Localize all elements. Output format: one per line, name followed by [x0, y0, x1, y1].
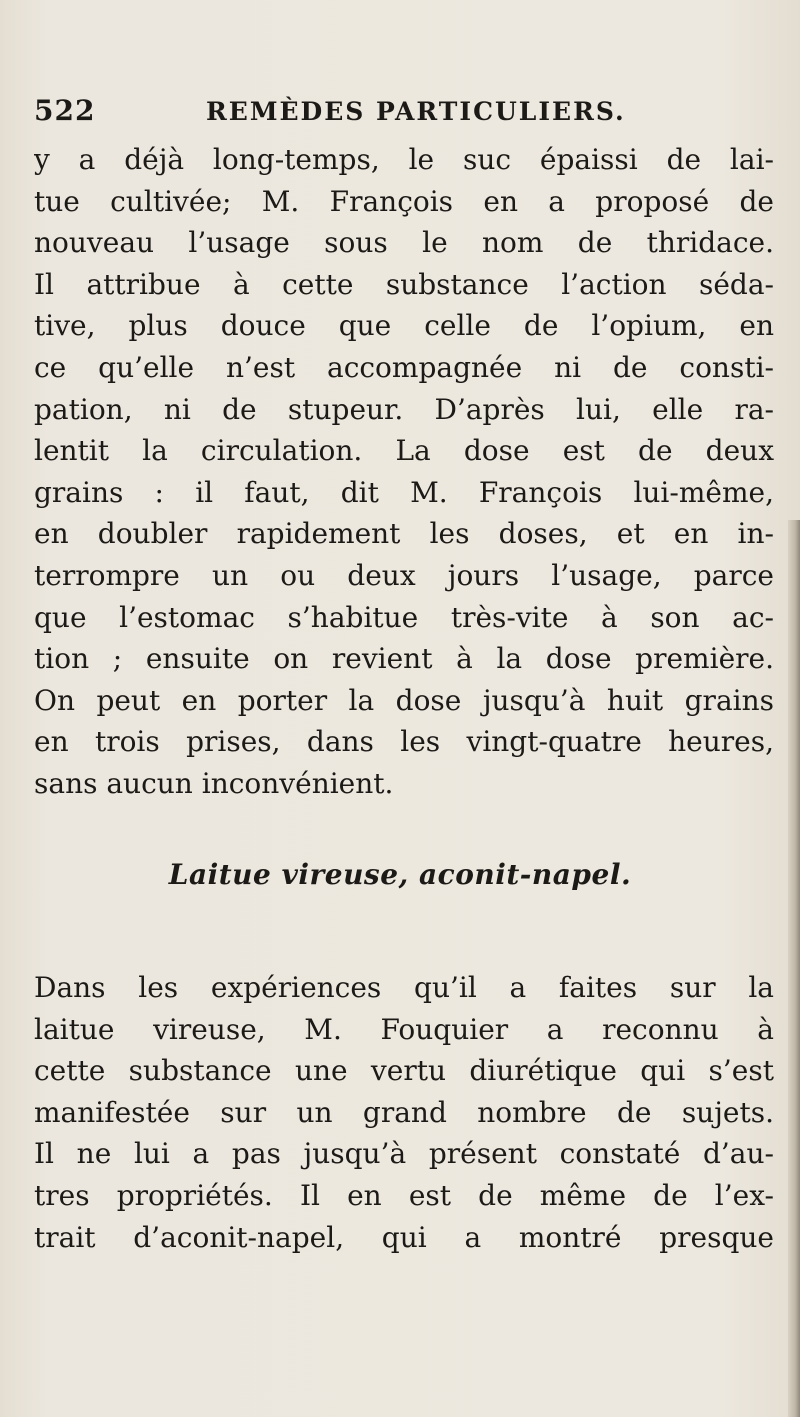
text-line: Dans les expériences qu’il a faites sur la — [34, 971, 774, 1004]
text-line: trait d’aconit-napel, qui a montré presque — [34, 1220, 774, 1254]
text-line: Il ne lui a pas jusqu’à présent constaté d’au- — [34, 1137, 774, 1171]
page-edge-shadow — [788, 520, 800, 1417]
page-number: 522 — [34, 94, 96, 127]
text-line: sans aucun inconvénient. — [34, 766, 394, 800]
text-line: manifestée sur un grand nombre de sujets. — [34, 1095, 774, 1129]
page-header — [34, 94, 774, 134]
text-line: Il attribue à cette substance l’action séda- — [34, 267, 774, 301]
text-line: grains : il faut, dit M. François lui-même, — [34, 475, 774, 509]
section-title: Laitue vireuse, aconit-napel. — [168, 858, 632, 891]
text-line: tres propriétés. Il en est de même de l’ex- — [34, 1178, 774, 1212]
text-line: On peut en porter la dose jusqu’à huit grains — [34, 683, 774, 717]
text-line: en trois prises, dans les vingt-quatre heures, — [34, 725, 774, 759]
running-head: REMÈDES PARTICULIERS. — [206, 97, 626, 126]
text-line: ce qu’elle n’est accompagnée ni de consti- — [34, 350, 774, 384]
text-line: en doubler rapidement les doses, et en in- — [34, 517, 774, 551]
text-line: que l’estomac s’habitue très-vite à son ac- — [34, 600, 774, 634]
paragraph-laitue-vireuse — [34, 967, 774, 1258]
text-line: pation, ni de stupeur. D’après lui, elle ra- — [34, 392, 774, 426]
paragraph-thridace — [34, 139, 774, 805]
text-line: terrompre un ou deux jours l’usage, parce — [34, 558, 774, 592]
text-line: nouveau l’usage sous le nom de thridace. — [34, 226, 774, 260]
text-line: tue cultivée; M. François en a proposé de — [34, 184, 774, 218]
text-line: laitue vireuse, M. Fouquier a reconnu à — [34, 1012, 774, 1046]
text-line: tion ; ensuite on revient à la dose première. — [34, 642, 774, 676]
text-line: lentit la circulation. La dose est de deux — [34, 434, 774, 468]
text-line: tive, plus douce que celle de l’opium, en — [34, 309, 774, 343]
text-line: y a déjà long-temps, le suc épaissi de lai- — [34, 143, 774, 176]
text-line: cette substance une vertu diurétique qui s’est — [34, 1054, 774, 1088]
